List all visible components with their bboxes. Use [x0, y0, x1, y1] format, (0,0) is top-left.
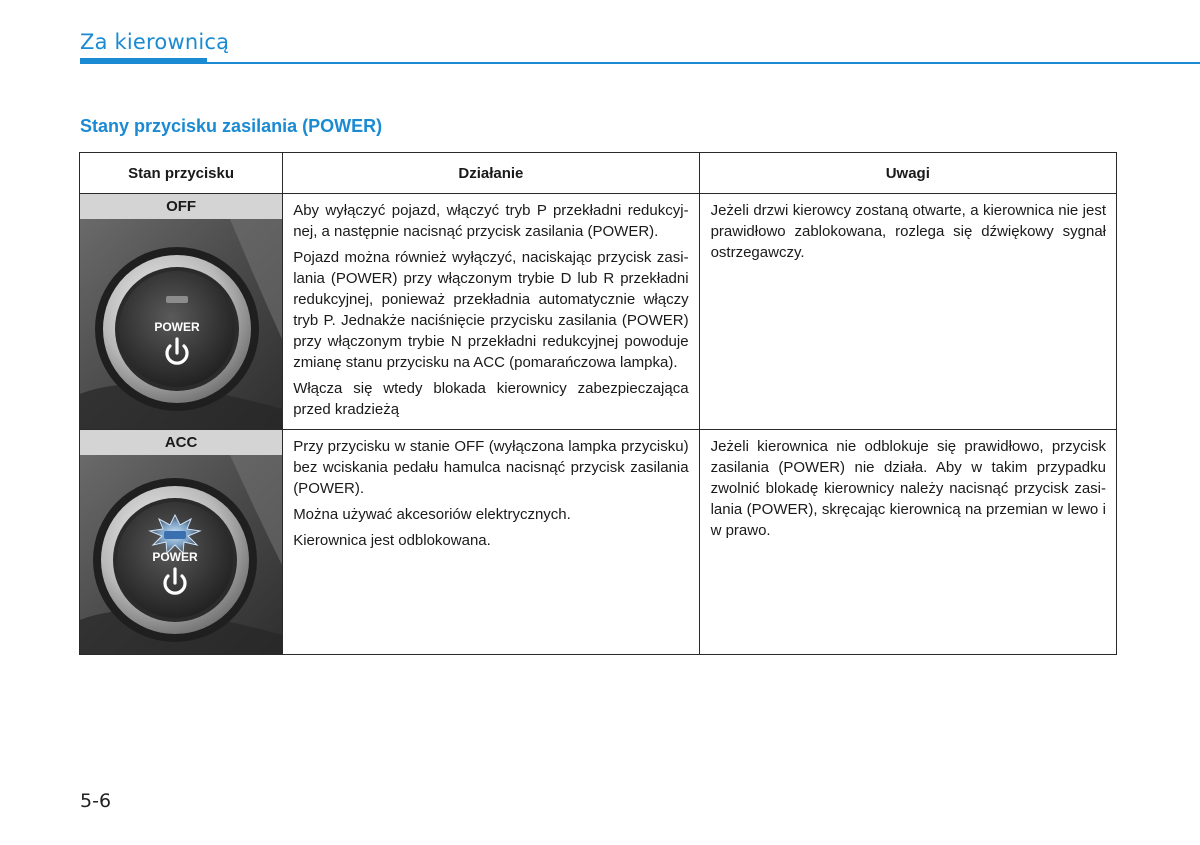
notes-text: Jeżeli drzwi kierowcy zostaną otwarte, a kierownica nie jest prawidłowo zablokowana, rozlega się dźwiękowy sygnał ostrzegawczy.: [710, 202, 1106, 261]
column-header-notes: Uwagi: [699, 153, 1116, 194]
indicator-lamp: [166, 296, 188, 303]
action-paragraph: Włącza się wtedy blokada kierownicy zabezpieczająca przed kradzieżą: [293, 380, 689, 418]
notes-cell-off: [699, 194, 1116, 430]
column-header-action: Działanie: [283, 153, 699, 194]
page-number: 5-6: [80, 790, 112, 812]
notes-cell-acc: [699, 430, 1116, 655]
table-header-row: [80, 153, 1117, 194]
notes-text: Jeżeli kierownica nie odblokuje się prawidłowo, przycisk zasilania (POWER) nie działa. Aby w takim przypadku zwolnić blokadę kierownicy należy nacisnąć przycisk zasilania (POWER), skręcając kierownicą na przemian w lewo i w prawo.: [710, 438, 1106, 539]
power-button-text: POWER: [154, 320, 200, 334]
power-states-table: [79, 152, 1117, 655]
section-header: Za kierownicą: [80, 30, 230, 54]
action-cell-acc: [283, 430, 699, 655]
state-label: OFF: [80, 194, 282, 219]
action-paragraph: Można używać akcesoriów elektrycznych.: [293, 506, 571, 523]
power-button-acc-image: [80, 455, 282, 654]
action-paragraph: Przy przycisku w stanie OFF (wyłączona lampka przycisku) bez wciskania pedału hamulca nacisnąć przycisk zasilania (POWER).: [293, 438, 689, 497]
column-header-state: Stan przycisku: [80, 153, 283, 194]
header-rule: [80, 62, 1200, 64]
table-row: [80, 194, 1117, 430]
table-row: [80, 430, 1117, 655]
action-paragraph: Aby wyłączyć pojazd, włączyć tryb P przekładni redukcyjnej, a następnie nacisnąć przycisk zasilania (POWER).: [293, 202, 689, 240]
action-paragraph: Kierownica jest odblokowana.: [293, 532, 491, 549]
action-paragraph: Pojazd można również wyłączyć, naciskając przycisk zasilania (POWER) przy włączonym trybie D lub R przekładni redukcyjnej, ponieważ przekładnia automatycznie włączy tryb P. Jednakże naciśnięcie przycisku zasilania (POWER) przy włączonym trybie N przekładni redukcyjnej powoduje zmianę stanu przycisku na ACC (pomarańczowa lampka).: [293, 249, 689, 371]
state-label: ACC: [80, 430, 282, 455]
power-button-text: POWER: [152, 550, 198, 564]
state-cell-off: [80, 194, 283, 430]
state-cell-acc: [80, 430, 283, 655]
page-title: Stany przycisku zasilania (POWER): [80, 116, 383, 136]
action-cell-off: [283, 194, 699, 430]
power-button-off-image: [80, 219, 282, 429]
indicator-lamp: [164, 531, 186, 539]
